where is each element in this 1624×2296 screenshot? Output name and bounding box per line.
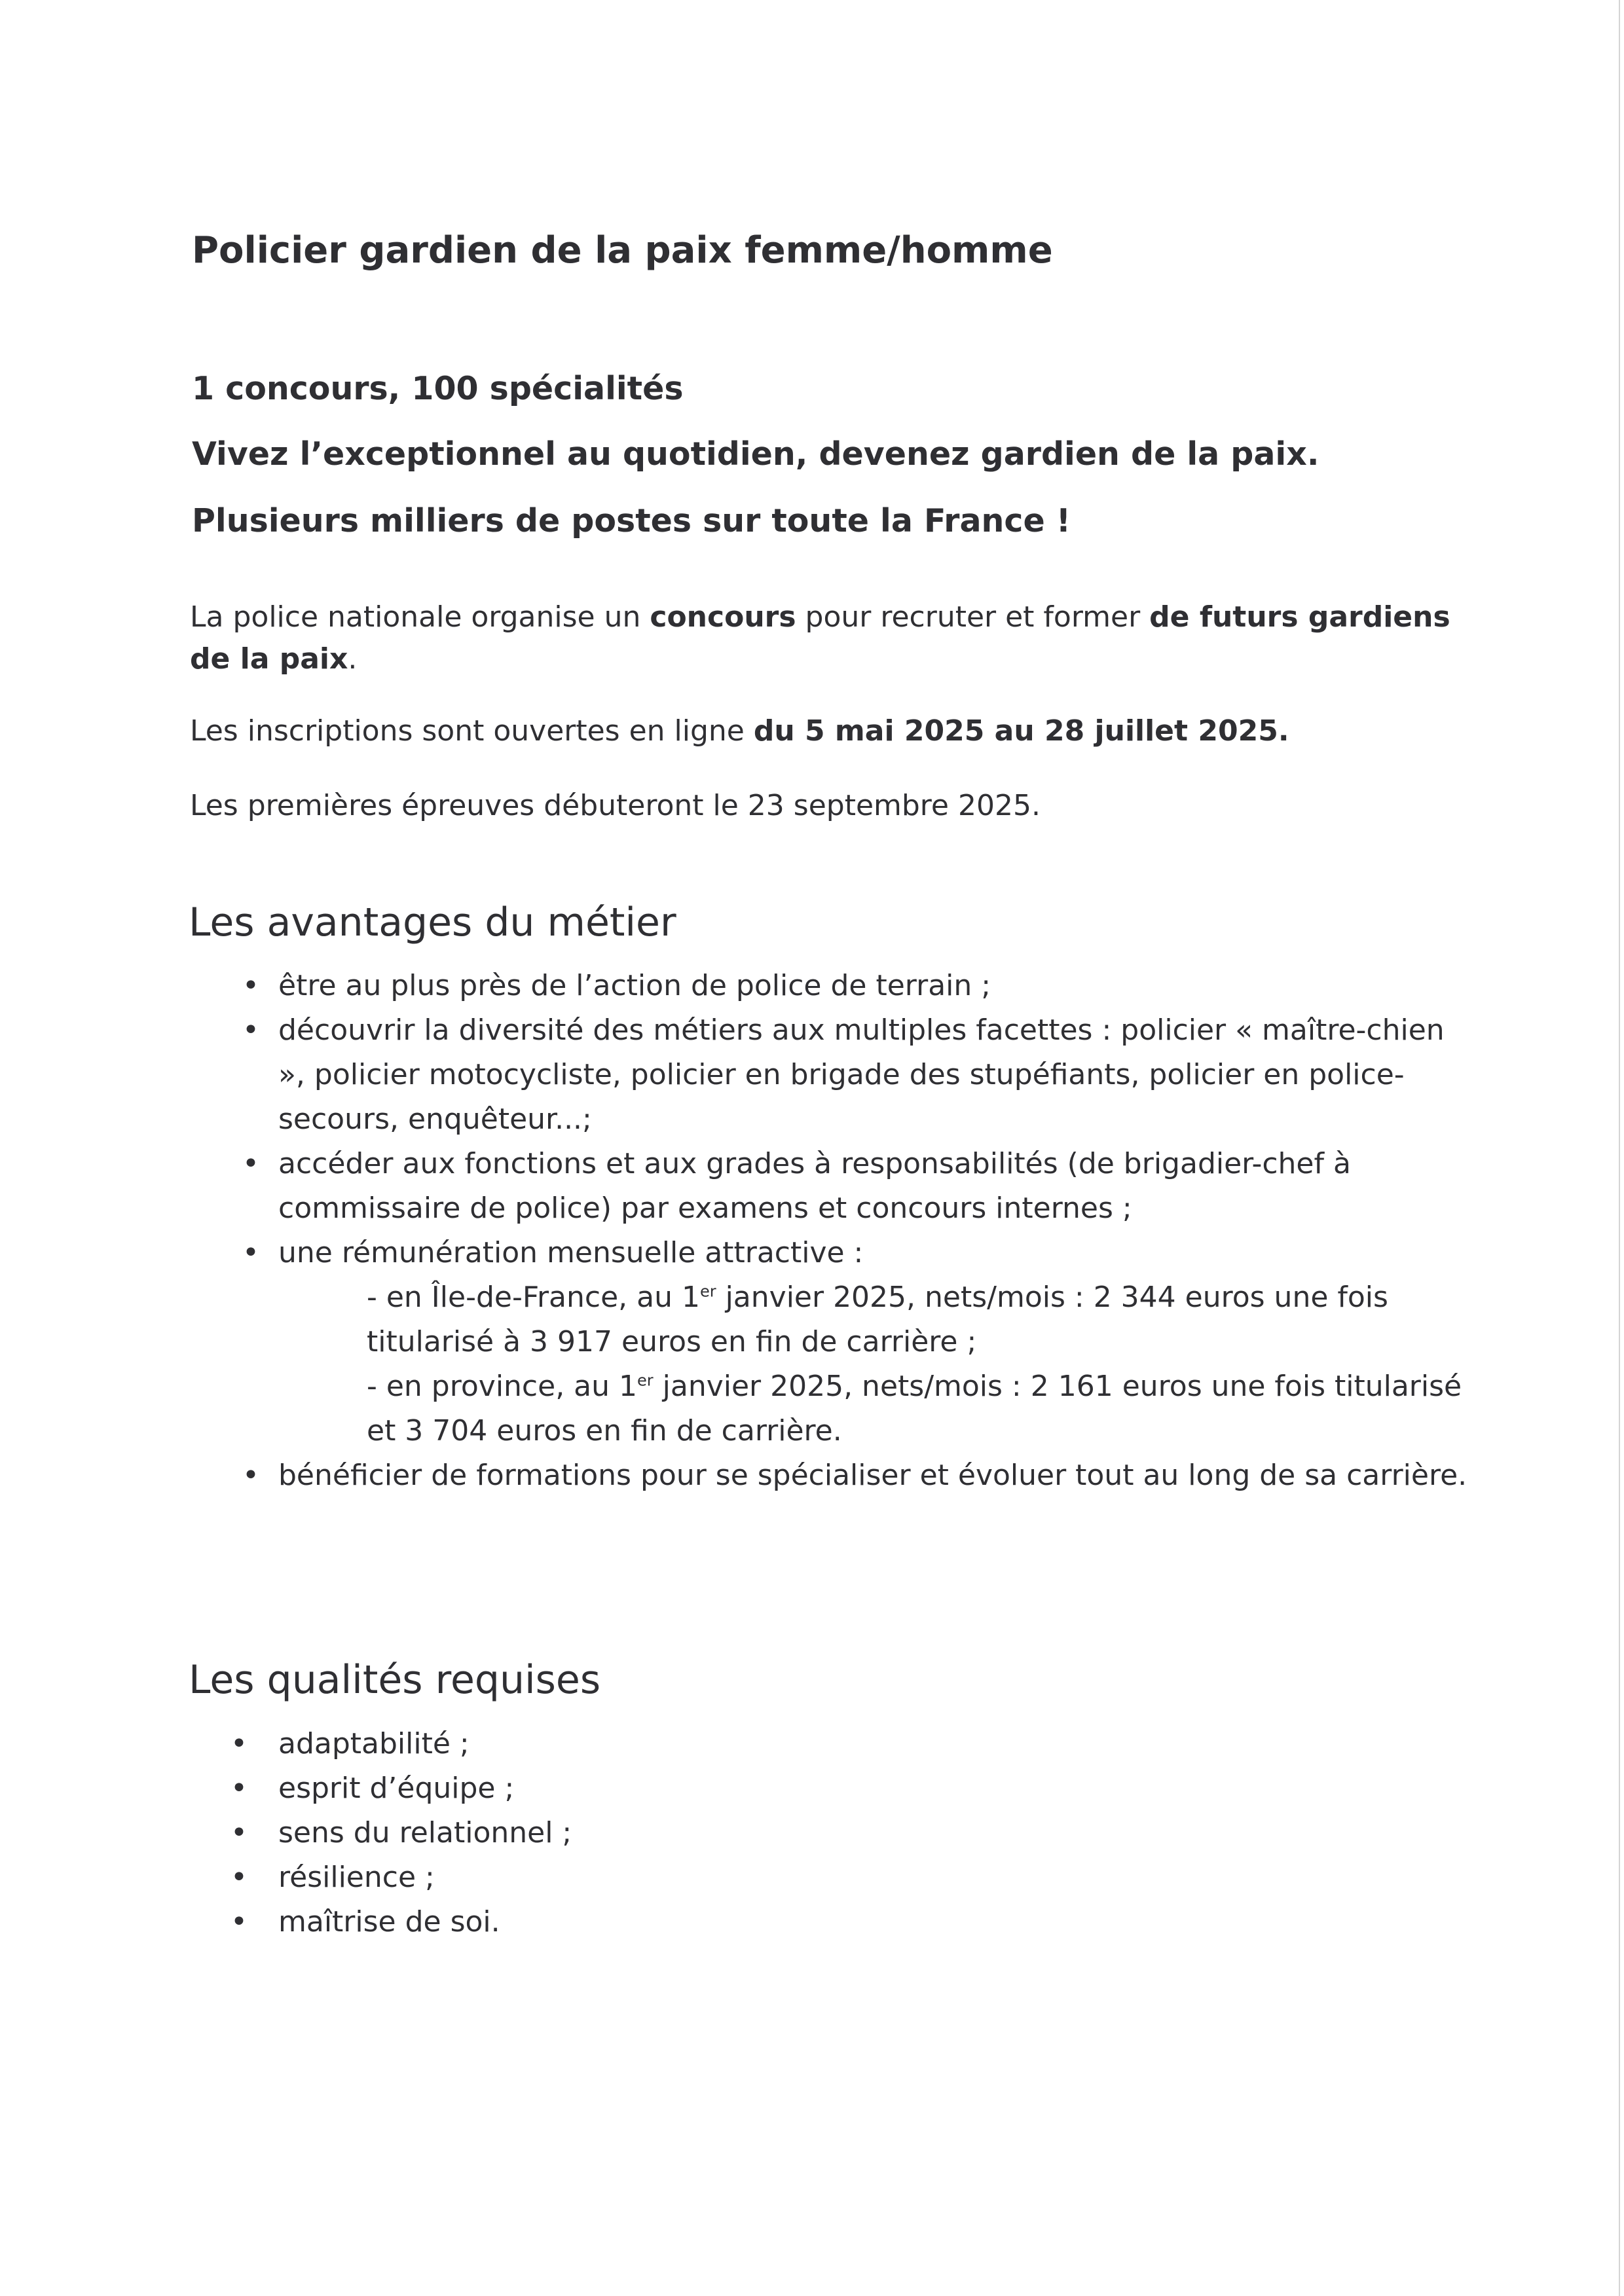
intro-bold-concours: concours	[650, 600, 796, 634]
bullet-icon: •	[242, 1147, 259, 1180]
page-title: Policier gardien de la paix femme/homme	[192, 229, 1053, 272]
list-item-text: résilience ;	[278, 1861, 435, 1894]
bullet-icon: •	[242, 1013, 259, 1047]
remuneration-text: - en province, au 1	[367, 1370, 637, 1403]
list-item	[0, 1231, 1470, 1453]
tagline-exceptionnel: Vivez l’exceptionnel au quotidien, devenez gardien de la paix.	[192, 435, 1320, 473]
bullet-icon: •	[231, 1905, 248, 1939]
intro-paragraph	[190, 596, 1486, 680]
bullet-icon: •	[231, 1727, 248, 1760]
superscript: er	[699, 1282, 716, 1301]
list-item	[0, 1142, 1470, 1231]
remuneration-text: - en Île-de-France, au 1	[367, 1281, 700, 1314]
remuneration-text: janvier 2025, nets/mois : 2 161 euros une fois titularisé et 3 704 euros en fin de carrière.	[367, 1370, 1462, 1448]
bullet-icon: •	[231, 1816, 248, 1850]
list-item	[0, 1453, 1470, 1498]
bullet-icon: •	[242, 1236, 259, 1269]
remuneration-text: janvier 2025, nets/mois : 2 344 euros une fois titularisé à 3 917 euros en fin de carrière ;	[367, 1281, 1388, 1358]
inscriptions-paragraph	[190, 710, 1486, 752]
intro-text: pour recruter et former	[796, 600, 1150, 634]
avantages-list	[0, 964, 1470, 1498]
inscriptions-dates: du 5 mai 2025 au 28 juillet 2025.	[753, 714, 1289, 748]
superscript: er	[637, 1371, 654, 1390]
list-item-text: accéder aux fonctions et aux grades à responsabilités (de brigadier-chef à commissaire de police) par examens et concours internes ;	[278, 1147, 1351, 1225]
list-item-text: sens du relationnel ;	[278, 1816, 572, 1850]
list-item-text: être au plus près de l’action de police de terrain ;	[278, 969, 991, 1002]
remuneration-idf	[278, 1275, 1470, 1364]
qualites-list	[0, 1722, 1470, 1944]
bullet-icon: •	[242, 969, 259, 1002]
qualites-heading: Les qualités requises	[189, 1657, 601, 1703]
bullet-icon: •	[231, 1861, 248, 1894]
bullet-icon: •	[242, 1459, 259, 1492]
inscriptions-text: Les inscriptions sont ouvertes en ligne	[190, 714, 754, 748]
remuneration-province	[278, 1364, 1470, 1453]
intro-text: .	[348, 642, 358, 676]
intro-text: La police nationale organise un	[190, 600, 650, 634]
list-item-text: une rémunération mensuelle attractive :	[278, 1236, 864, 1269]
tagline-concours: 1 concours, 100 spécialités	[192, 370, 684, 407]
list-item	[0, 964, 1470, 1008]
bullet-icon: •	[231, 1772, 248, 1805]
list-item-text: adaptabilité ;	[278, 1727, 470, 1760]
list-item-text: maîtrise de soi.	[278, 1905, 500, 1939]
list-item	[0, 1722, 1470, 1766]
list-item-text: bénéficier de formations pour se spécialiser et évoluer tout au long de sa carrière.	[278, 1459, 1467, 1492]
list-item	[0, 1855, 1470, 1900]
avantages-heading: Les avantages du métier	[189, 900, 676, 945]
list-item	[0, 1008, 1470, 1142]
list-item-text: esprit d’équipe ;	[278, 1772, 515, 1805]
list-item	[0, 1811, 1470, 1855]
intro-bold-gardiens: de futurs gardiens de la paix	[190, 600, 1450, 676]
list-item	[0, 1766, 1470, 1811]
list-item-text: découvrir la diversité des métiers aux multiples facettes : policier « maître-chien », policier motocycliste, policier en brigade des stupéfiants, policier en police-secours, enquêteur...;	[278, 1013, 1445, 1136]
tagline-postes: Plusieurs milliers de postes sur toute la France !	[192, 502, 1071, 539]
list-item	[0, 1900, 1470, 1944]
epreuves-paragraph: Les premières épreuves débuteront le 23 septembre 2025.	[190, 789, 1041, 822]
page-edge	[1619, 0, 1620, 2296]
